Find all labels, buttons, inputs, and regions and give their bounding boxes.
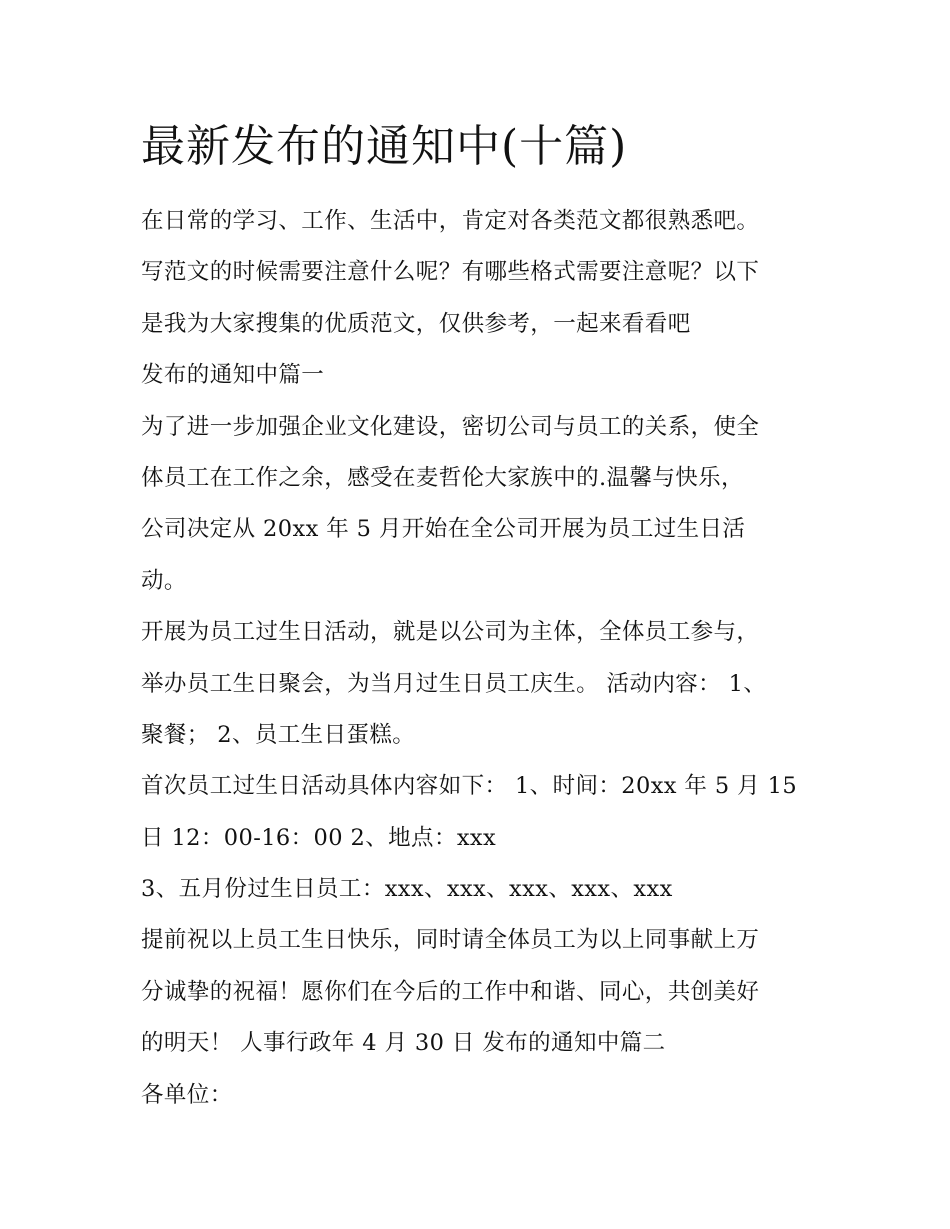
paragraph-line: 分诚挚的祝福！愿你们在今后的工作中和谐、同心，共创美好	[141, 978, 760, 1005]
paragraph-line: 举办员工生日聚会，为当月过生日员工庆生。 活动内容： 1、	[141, 670, 767, 697]
paragraph-line: 的明天！ 人事行政年 4 月 30 日 发布的通知中篇二	[141, 1030, 666, 1057]
paragraph-line: 公司决定从 20xx 年 5 月开始在全公司开展为员工过生日活	[141, 516, 746, 543]
document-body	[141, 196, 821, 1121]
paragraph-line: 为了进一步加强企业文化建设，密切公司与员工的关系，使全	[141, 413, 760, 440]
paragraph-line: 是我为大家搜集的优质范文，仅供参考，一起来看看吧	[141, 310, 691, 337]
paragraph-line: 提前祝以上员工生日快乐，同时请全体员工为以上同事献上万	[141, 927, 760, 954]
document-title: 最新发布的通知中(十篇)	[141, 121, 628, 172]
paragraph-line: 开展为员工过生日活动，就是以公司为主体，全体员工参与，	[141, 619, 760, 646]
paragraph-line: 首次员工过生日活动具体内容如下： 1、时间：20xx 年 5 月 15	[141, 773, 798, 800]
paragraph-line: 各单位：	[141, 1081, 233, 1108]
paragraph-line: 动。	[141, 567, 187, 594]
paragraph-line: 3、五月份过生日员工：xxx、xxx、xxx、xxx、xxx	[141, 876, 673, 903]
paragraph-line: 体员工在工作之余，感受在麦哲伦大家族中的.温馨与快乐，	[141, 464, 744, 491]
paragraph-line: 写范文的时候需要注意什么呢？有哪些格式需要注意呢？以下	[141, 259, 760, 286]
paragraph-line: 在日常的学习、工作、生活中，肯定对各类范文都很熟悉吧。	[141, 208, 760, 234]
section-heading: 发布的通知中篇一	[141, 362, 325, 389]
paragraph-line: 日 12：00-16：00 2、地点：xxx	[141, 824, 497, 851]
paragraph-line: 聚餐； 2、员工生日蛋糕。	[141, 721, 416, 748]
